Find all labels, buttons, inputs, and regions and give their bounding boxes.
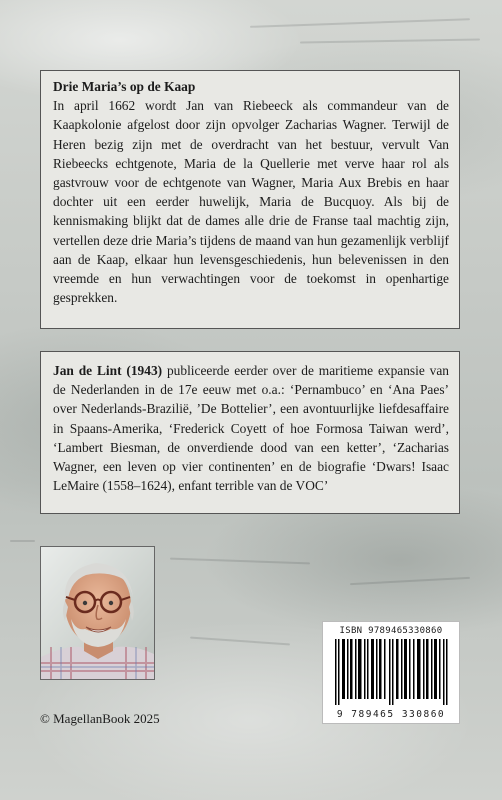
background-texture: [190, 637, 290, 646]
background-texture: [170, 558, 310, 565]
copyright-notice: © MagellanBook 2025: [40, 711, 160, 726]
barcode-bars: [333, 639, 451, 705]
summary-box: [40, 70, 460, 329]
author-box: [40, 351, 460, 514]
summary-text: In april 1662 wordt Jan van Riebeeck als commandeur van de Kaapkolonie afgelost door zijn opvolger Zacharias Wagner. Terwijl de Heren bezig zijn met de overdracht van het bestuur, vervult Van Riebeecks echtgenote, Maria de la Quellerie met verve haar rol als gastvrouw voor de echtgenote van Wagner, Maria Aux Brebis en haar dochter uit een eerder huwelijk, Maria de Bucquoy. Als bij de kennismaking blijkt dat de dames alle drie de Franse taal machtig zijn, vertellen deze drie Maria’s tijdens de maand van hun gezamenlijk verblijf aan de Kaap, elkaar hun levensgeschiedenis, hun belevenissen in den vreemde en hun verwachtingen voor de toekomst in openhartige gesprekken.: [53, 98, 449, 306]
author-bio: publiceerde eerder over de maritieme expansie van de Nederlanden in de 17e eeuw met o.a.: ‘Pernambuco’ en ‘Ana Paes’ over Nederlands-Brazilië, ’De Bottelier’, een avontuurlijke liefdesaffaire in Spaans-Amerika, ‘Frederick Coyett of hoe Formosa Taiwan werd’, ‘Lambert Biesman, de onverdiende dood van een ketter’, ‘Zacharias Wagner, een leven op vier continenten’ en de biografie ‘Dwars! Isaac LeMaire (1558–1624), enfant terrible van de VOC’: [53, 363, 450, 494]
author-photo: [40, 546, 155, 680]
barcode-digits: 9 789465 330860: [336, 709, 446, 720]
author-name: Jan de Lint (1943): [53, 363, 163, 378]
background-texture: [250, 18, 470, 28]
barcode: [322, 621, 460, 724]
background-texture: [350, 577, 470, 585]
isbn-label: ISBN 9789465330860: [339, 626, 443, 636]
background-texture: [10, 540, 35, 542]
background-texture: [300, 38, 480, 43]
summary-title: Drie Maria’s op de Kaap: [53, 79, 196, 94]
